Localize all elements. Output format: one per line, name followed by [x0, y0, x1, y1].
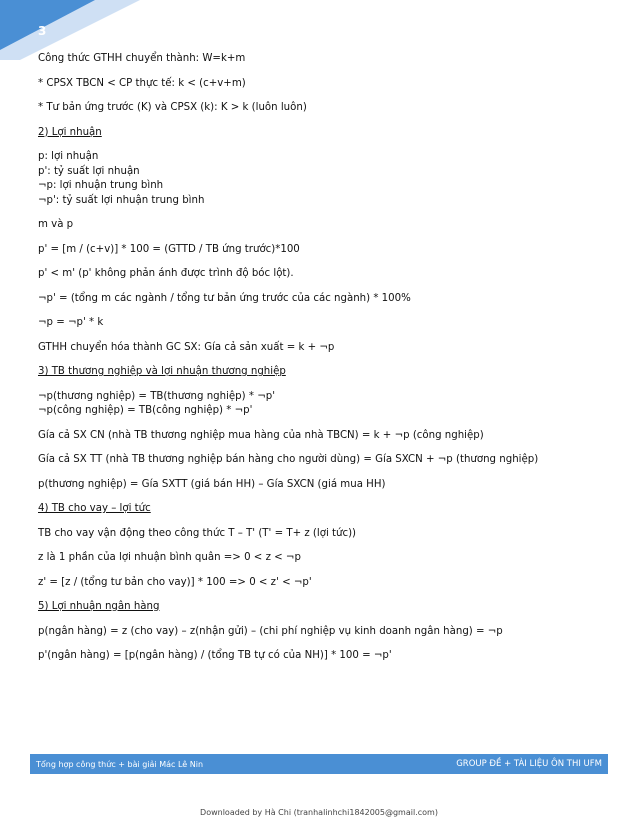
text-line: ¬p': tỷ suất lợi nhuận trung bình — [38, 194, 205, 206]
text-line: ¬p(thương nghiệp) = TB(thương nghiệp) * ¬p' — [38, 390, 275, 402]
corner-decoration — [0, 0, 170, 60]
text-line: p(ngân hàng) = z (cho vay) – z(nhận gửi) – (chi phí nghiệp vụ kinh doanh ngân hàng) = ¬p — [38, 625, 503, 637]
text-line: m và p — [38, 219, 74, 230]
text-line: Gía cả SX TT (nhà TB thương nghiệp bán hàng cho người dùng) = Gía SXCN + ¬p (thương nghiệp) — [38, 454, 539, 465]
footer-right-text: GROUP ĐỀ + TÀI LIỆU ÔN THI UFM — [456, 759, 602, 769]
page-number: 3 — [38, 24, 47, 38]
text-line: z' = [z / (tổng tư bản cho vay)] * 100 => 0 < z' < ¬p' — [38, 576, 312, 588]
text-line: Gía cả SX CN (nhà TB thương nghiệp mua hàng của nhà TBCN) = k + ¬p (công nghiệp) — [38, 429, 484, 441]
text-line: ¬p: lợi nhuận trung bình — [38, 180, 164, 191]
section-heading: 5) Lợi nhuận ngân hàng — [38, 601, 160, 612]
text-line: Công thức GTHH chuyển thành: W=k+m — [38, 53, 246, 64]
text-line: ¬p' = (tổng m các ngành / tổng tư bản ứng trước của các ngành) * 100% — [38, 292, 411, 304]
section-heading: 4) TB cho vay – lợi tức — [38, 503, 151, 514]
footer-left-text: Tổng hợp công thức + bài giải Mác Lê Nin — [36, 759, 204, 769]
text-line: ¬p(công nghiệp) = TB(công nghiệp) * ¬p' — [38, 405, 253, 416]
text-line: TB cho vay vận động theo công thức T – T' (T' = T+ z (lợi tức)) — [38, 527, 357, 539]
text-line: p(thương nghiệp) = Gía SXTT (giá bán HH) – Gía SXCN (giá mua HH) — [38, 478, 386, 490]
section-heading: 2) Lợi nhuận — [38, 126, 102, 138]
document-body — [38, 52, 608, 674]
text-line: GTHH chuyển hóa thành GC SX: Gía cả sản xuất = k + ¬p — [38, 341, 335, 353]
text-line: p' < m' (p' không phản ánh được trình độ bóc lột). — [38, 268, 294, 279]
text-line: p'(ngân hàng) = [p(ngân hàng) / (tổng TB tự có của NH)] * 100 = ¬p' — [38, 650, 392, 661]
text-line: * CPSX TBCN < CP thực tế: k < (c+v+m) — [38, 77, 246, 89]
text-line: p: lợi nhuận — [38, 151, 99, 162]
text-line: ¬p = ¬p' * k — [38, 317, 104, 328]
text-line: z là 1 phần của lợi nhuận bình quân => 0 < z < ¬p — [38, 552, 301, 563]
text-line: * Tư bản ứng trước (K) và CPSX (k): K > k (luôn luôn) — [38, 102, 307, 113]
section-heading: 3) TB thương nghiệp và lợi nhuận thương nghiệp — [38, 366, 286, 377]
footer-bar — [30, 754, 608, 774]
text-line: p' = [m / (c+v)] * 100 = (GTTD / TB ứng trước)*100 — [38, 243, 300, 255]
download-note: Downloaded by Hà Chi (tranhalinhchi1842005@gmail.com) — [200, 808, 438, 817]
text-line: p': tỷ suất lợi nhuận — [38, 165, 140, 177]
